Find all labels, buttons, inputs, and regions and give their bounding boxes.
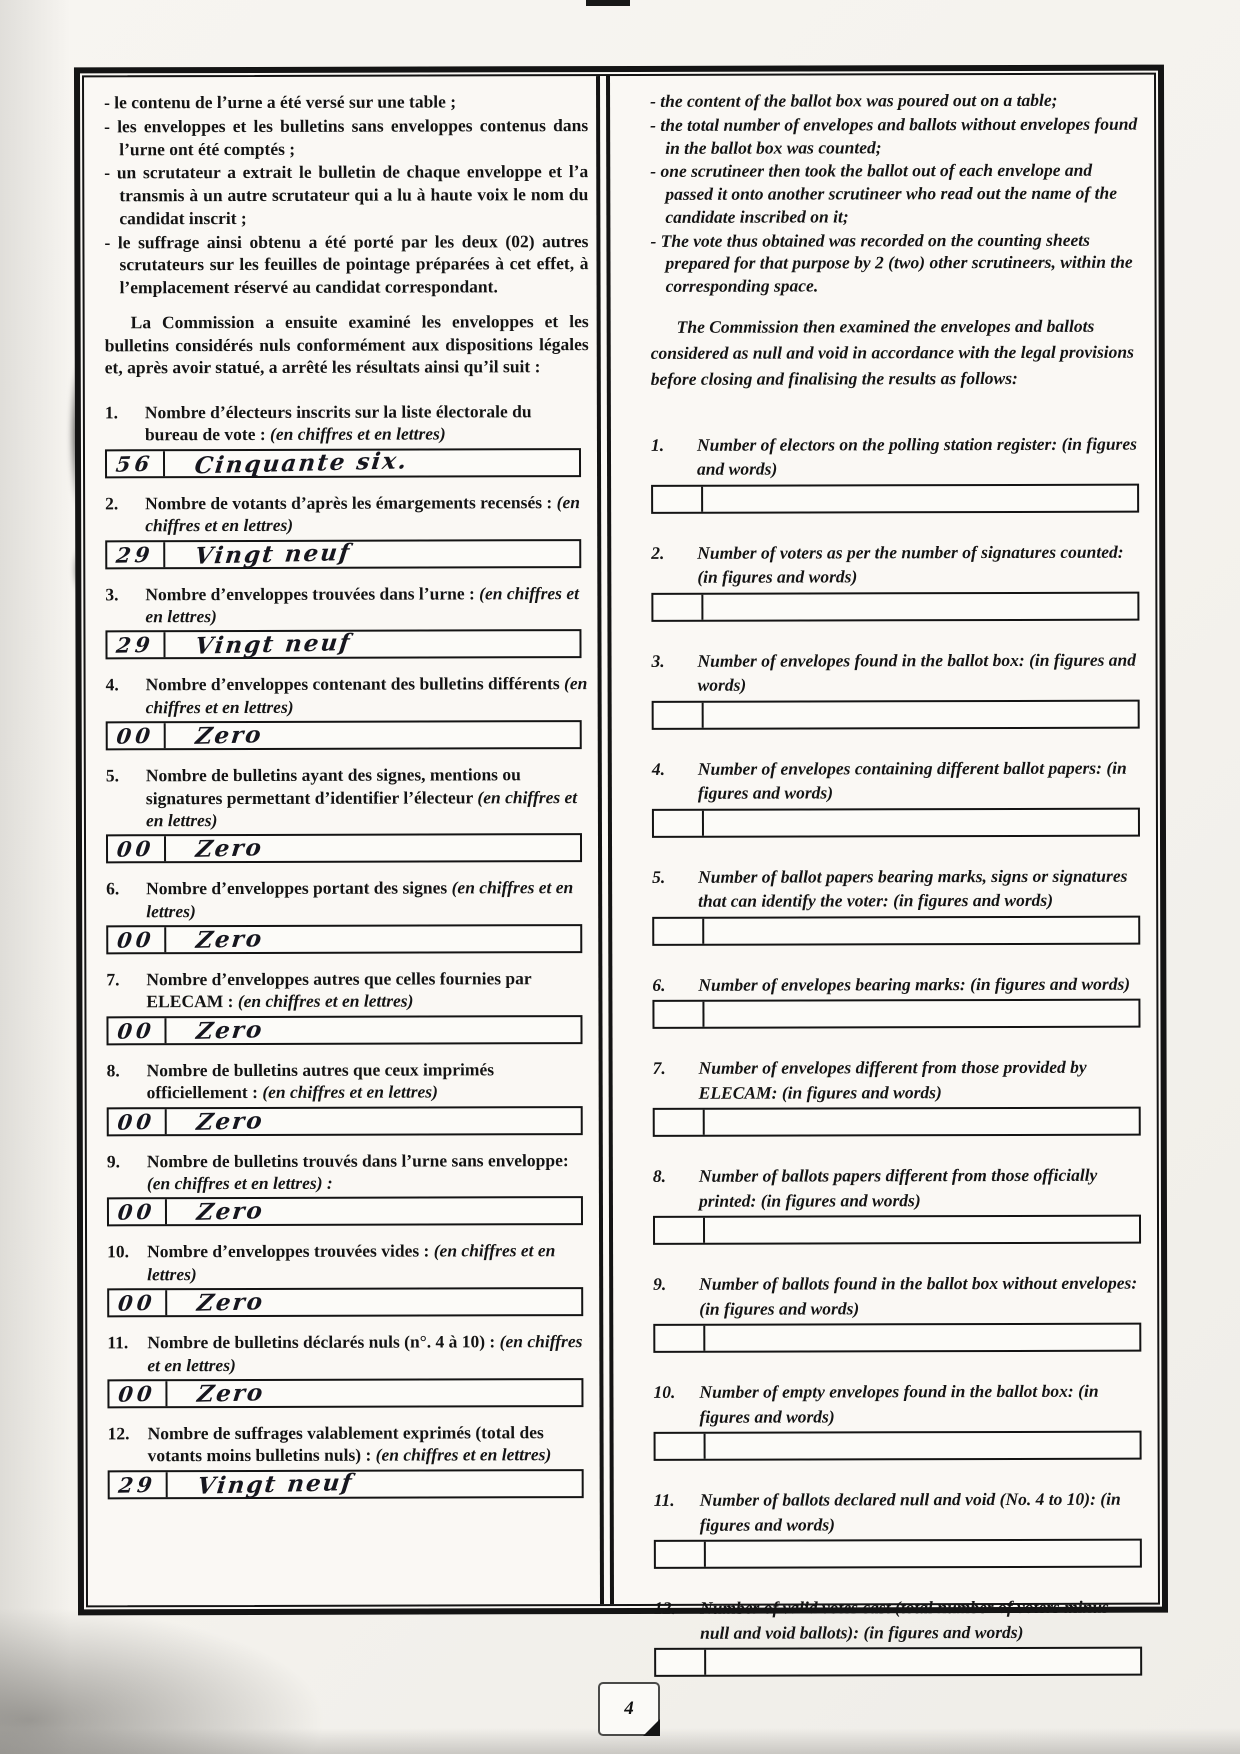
handwritten-words: Zero [195, 1288, 266, 1318]
words-cell [166, 722, 580, 748]
page-number: 4 [624, 1698, 634, 1719]
item-label: Nombre d’électeurs inscrits sur la liste électorale du bureau de vote : [144, 401, 532, 445]
item-number: 8. [106, 1060, 120, 1081]
words-cell [705, 1109, 1139, 1135]
form-item [653, 1163, 1141, 1245]
item-label: Number of ballots declared null and void (No. 4 to 10): [699, 1488, 1096, 1510]
item-number: 7. [106, 969, 120, 990]
item-label: Number of empty envelopes found in the ballot box: [699, 1380, 1074, 1402]
item-number: 5. [105, 765, 119, 786]
handwritten-figures: 29 [115, 541, 156, 568]
answer-box [105, 629, 581, 659]
item-suffix: (in figures and words) [893, 889, 1054, 911]
handwritten-words: Zero [195, 1379, 267, 1408]
item-number: 9. [106, 1150, 120, 1171]
words-cell [704, 809, 1138, 835]
item-label: Nombre de votants d’après les émargements recensés : [145, 491, 553, 514]
item-suffix: (in figures and words) [697, 566, 858, 587]
figures-cell [108, 927, 166, 952]
item-number: 11. [107, 1332, 129, 1353]
form-item [653, 1379, 1141, 1461]
figures-cell [108, 1018, 166, 1043]
item-label: Nombre de suffrages valablement exprimés (total des votants moins bulletins nuls) : [147, 1422, 544, 1466]
figures-cell [107, 451, 165, 476]
item-label: Nombre de bulletins ayant des signes, mentions ou signatures permettant d’identifier l’électeur [145, 764, 521, 808]
item-number: 6. [652, 974, 666, 995]
handwritten-words: Vingt neuf [195, 1468, 356, 1500]
item-number: 10. [653, 1381, 676, 1402]
answer-box [107, 1106, 583, 1136]
item-label: Nombre d’enveloppes trouvées dans l’urne : [145, 582, 475, 604]
handwritten-figures: 00 [116, 926, 157, 953]
form-item [651, 431, 1139, 513]
item-number: 2. [105, 493, 119, 514]
handwritten-words: Cinquante six. [193, 447, 410, 480]
item-label: Number of envelopes containing different ballot papers: [697, 757, 1102, 779]
answer-box [105, 539, 581, 569]
folded-corner-icon [643, 1719, 660, 1736]
figures-cell [107, 633, 165, 658]
bullet-item: - The vote thus obtained was recorded on the counting sheets prepared for that purpose by 2 (two) other scrutineers, within the corresponding space. [650, 228, 1138, 298]
item-number: 4. [651, 758, 665, 779]
item-label: Nombre d’enveloppes autres que celles fournies par ELECAM : [146, 968, 532, 1012]
handwritten-words: Zero [194, 721, 265, 750]
figures-cell [656, 1542, 706, 1567]
answer-box [107, 1378, 583, 1408]
answer-box [653, 1107, 1141, 1137]
figures-cell [653, 486, 703, 511]
figures-cell [655, 1110, 705, 1135]
bullet-item: - one scrutineer then took the ballot out of each envelope and passed it onto another scrutineer who read out the name of the candidate inscribed on it; [650, 159, 1138, 229]
form-item [107, 1240, 591, 1318]
english-column [610, 75, 1158, 1643]
handwritten-words: Zero [194, 834, 265, 864]
english-paragraph: The Commission then examined the envelopes and ballots considered as null and void in accordance with the legal provisions before closing and finalising the results as follows: [650, 315, 1134, 390]
item-suffix: (in figures and words) [970, 973, 1131, 994]
item-label: Nombre d’enveloppes contenant des bulletins différents [145, 673, 560, 695]
words-cell [167, 1108, 581, 1134]
words-cell [167, 1199, 581, 1225]
words-cell [165, 538, 579, 570]
item-number: 11. [653, 1489, 675, 1510]
handwritten-figures: 00 [117, 1380, 158, 1407]
form-item [653, 1055, 1141, 1137]
handwritten-figures: 00 [117, 1290, 158, 1316]
item-suffix: (in figures and words) [760, 1189, 921, 1211]
item-number: 7. [652, 1057, 666, 1078]
handwritten-words: Vingt neuf [193, 538, 353, 570]
form-item [654, 1487, 1142, 1569]
form-item [108, 1421, 592, 1499]
item-suffix: (in figures and words) [699, 1297, 860, 1319]
item-label: Number of envelopes bearing marks: [698, 973, 966, 995]
handwritten-figures: 00 [115, 836, 157, 863]
answer-box [108, 1469, 584, 1499]
figures-cell [654, 702, 704, 727]
handwritten-words: Vingt neuf [193, 629, 353, 661]
item-number: 12. [107, 1423, 130, 1444]
handwritten-figures: 29 [117, 1471, 158, 1498]
page-number-box [598, 1682, 660, 1736]
answer-box [106, 1015, 582, 1045]
words-cell [704, 1001, 1138, 1027]
form-item [107, 1058, 591, 1136]
item-suffix: (en chiffres et en lettres) [145, 786, 578, 831]
handwritten-words: Zero [195, 1197, 266, 1227]
item-number: 6. [106, 878, 120, 899]
figures-cell [654, 810, 704, 835]
form-item [105, 400, 589, 478]
item-label: Nombre d’enveloppes portant des signes [146, 877, 448, 899]
answer-box [652, 915, 1140, 945]
form-item [651, 539, 1139, 621]
handwritten-words: Zero [194, 1016, 266, 1045]
words-cell [705, 1217, 1139, 1243]
answer-box [652, 999, 1140, 1029]
handwritten-words: Zero [194, 925, 265, 954]
english-bullet-list [650, 89, 1139, 298]
item-label: Number of ballot papers bearing marks, signs or signatures that can identify the voter: [698, 865, 1128, 911]
handwritten-figures: 00 [115, 722, 156, 749]
answer-box [106, 833, 582, 863]
form-item [106, 672, 590, 750]
item-number: 12. [653, 1597, 676, 1618]
bullet-item: - les enveloppes et les bulletins sans enveloppes contenus dans l’urne ont été comptés ; [104, 114, 588, 161]
answer-box [107, 1287, 583, 1317]
figures-cell [655, 1326, 705, 1351]
words-cell [703, 593, 1137, 619]
french-bullet-list [104, 90, 589, 299]
words-cell [704, 701, 1138, 727]
form-item [652, 755, 1140, 837]
words-cell [166, 926, 580, 952]
bullet-item: - un scrutateur a extrait le bulletin de chaque enveloppe et l’a transmis à un autre scrutateur qui a lu à haute voix le nom du candidat inscrit ; [104, 160, 588, 230]
item-label: Nombre d’enveloppes trouvées vides : [147, 1240, 430, 1262]
item-suffix: (en chiffres et en lettres) [262, 1081, 438, 1103]
item-label: Number of ballots papers different from those officially printed: [698, 1164, 1098, 1211]
figures-cell [108, 723, 166, 748]
item-suffix: (en chiffres et en lettres) [146, 877, 574, 921]
answer-box [651, 591, 1139, 621]
item-suffix: (en chiffres et en lettres) [237, 991, 414, 1012]
figures-cell [109, 1200, 167, 1225]
form-item [106, 876, 590, 954]
item-suffix: (in figures and words) [781, 1081, 942, 1103]
bullet-item: - the total number of envelopes and ballots without envelopes found in the ballot box was counted; [650, 112, 1138, 159]
words-cell [165, 447, 579, 480]
handwritten-figures: 00 [116, 1108, 157, 1135]
item-label: Nombre de bulletins autres que ceux imprimés officiellement : [146, 1059, 495, 1103]
french-column [84, 76, 600, 1605]
item-suffix: (in figures and words) [699, 1488, 1121, 1535]
item-label: Nombre de bulletins trouvés dans l’urne sans enveloppe: [146, 1149, 569, 1171]
figures-cell [656, 1434, 706, 1459]
item-suffix: (en chiffres et en lettres) [375, 1444, 552, 1466]
answer-box [654, 1647, 1142, 1677]
form-item [653, 1271, 1141, 1353]
figures-cell [654, 1002, 704, 1027]
item-suffix: (in figures and words) [697, 649, 1137, 695]
item-label: Number of electors on the polling station register: [696, 433, 1058, 455]
figures-cell [656, 1650, 706, 1675]
figures-cell [109, 1381, 167, 1406]
item-label: Number of ballots found in the ballot box without envelopes: [699, 1272, 1138, 1294]
words-cell [166, 834, 580, 864]
form-border-frame [74, 65, 1168, 1643]
form-item [106, 763, 590, 863]
form-item [105, 582, 589, 660]
figures-cell [107, 542, 165, 567]
form-inner-frame [82, 73, 1160, 1643]
words-cell [166, 1017, 580, 1043]
words-cell [165, 629, 579, 661]
answer-box [106, 720, 582, 750]
french-items [105, 400, 592, 1499]
item-suffix: (in figures and words) [697, 757, 1127, 803]
item-suffix: (en chiffres et en lettres) [270, 423, 446, 445]
item-number: 10. [107, 1241, 129, 1262]
answer-box [652, 807, 1140, 837]
bullet-item: - the content of the ballot box was poured out on a table; [650, 89, 1138, 113]
form-item [105, 491, 589, 569]
answer-box [107, 1197, 583, 1227]
figures-cell [653, 594, 703, 619]
english-items [651, 431, 1142, 1677]
answer-box [651, 483, 1139, 513]
item-label: Nombre de bulletins déclarés nuls (n°. 4 à 10) : [147, 1331, 496, 1353]
item-number: 1. [104, 402, 119, 423]
handwritten-figures: 00 [116, 1017, 157, 1044]
item-label: Number of voters as per the number of signatures counted: [697, 541, 1124, 563]
words-cell [706, 1649, 1140, 1675]
words-cell [168, 1468, 582, 1500]
item-suffix: (en chiffres et en lettres) [147, 1331, 583, 1375]
item-label: Number of valid votes cast (total number of voters minus null and void ballots): [699, 1596, 1109, 1643]
answer-box [652, 699, 1140, 729]
figures-cell [108, 836, 166, 861]
form-item [107, 1330, 591, 1408]
item-number: 5. [652, 866, 666, 887]
item-number: 8. [652, 1165, 667, 1186]
handwritten-figures: 56 [114, 450, 156, 477]
bullet-item: - le suffrage ainsi obtenu a été porté par les deux (02) autres scrutateurs sur les feuilles de pointage préparées à cet effet, à l’emplacement réservé au candidat correspondant. [104, 230, 588, 300]
item-number: 1. [650, 434, 665, 455]
item-suffix: (en chiffres et en lettres) [145, 582, 579, 627]
words-cell [705, 1325, 1139, 1351]
figures-cell [109, 1109, 167, 1134]
handwritten-figures: 00 [116, 1199, 158, 1226]
item-number: 3. [651, 650, 665, 671]
answer-box [106, 924, 582, 954]
answer-box [653, 1215, 1141, 1245]
figures-cell [655, 1218, 705, 1243]
answer-box [653, 1323, 1141, 1353]
words-cell [167, 1288, 581, 1318]
form-item [651, 647, 1139, 729]
item-suffix: (in figures and words) [697, 433, 1137, 479]
item-suffix: (en chiffres et en lettres) [147, 1240, 556, 1285]
figures-cell [654, 918, 704, 943]
french-paragraph: La Commission a ensuite examiné les enveloppes et les bulletins considérés nuls conformément aux dispositions légales et, après avoir statué, a arrêté les résultats ainsi qu’il suit : [104, 310, 589, 378]
answer-box [105, 448, 581, 478]
answer-box [654, 1431, 1142, 1461]
item-suffix: (en chiffres et en lettres) [145, 673, 588, 717]
form-item [654, 1595, 1142, 1677]
item-label: Number of envelopes found in the ballot box: [697, 649, 1025, 671]
words-cell [706, 1433, 1140, 1459]
figures-cell [109, 1290, 167, 1315]
handwritten-figures: 29 [115, 632, 156, 659]
words-cell [704, 917, 1138, 943]
item-suffix: (en chiffres et en lettres) [145, 491, 580, 536]
item-suffix: (in figures and words) [699, 1380, 1099, 1427]
item-number: 3. [105, 583, 119, 604]
words-cell [703, 485, 1137, 511]
item-label: Number of envelopes different from those provided by ELECAM: [698, 1056, 1087, 1103]
scan-edge-artifact [586, 0, 630, 6]
item-number: 9. [653, 1273, 667, 1294]
item-suffix: (en chiffres et en lettres) : [146, 1172, 333, 1194]
figures-cell [110, 1472, 168, 1497]
form-item [652, 863, 1140, 945]
handwritten-words: Zero [195, 1106, 266, 1136]
form-item [652, 971, 1140, 1029]
item-number: 4. [105, 674, 119, 695]
item-number: 2. [651, 542, 665, 563]
bullet-item: - le contenu de l’urne a été versé sur une table ; [104, 90, 588, 114]
form-item [107, 1149, 591, 1227]
answer-box [654, 1539, 1142, 1569]
form-item [106, 967, 590, 1045]
item-suffix: (in figures and words) [863, 1621, 1024, 1642]
words-cell [706, 1541, 1140, 1567]
words-cell [167, 1380, 581, 1406]
